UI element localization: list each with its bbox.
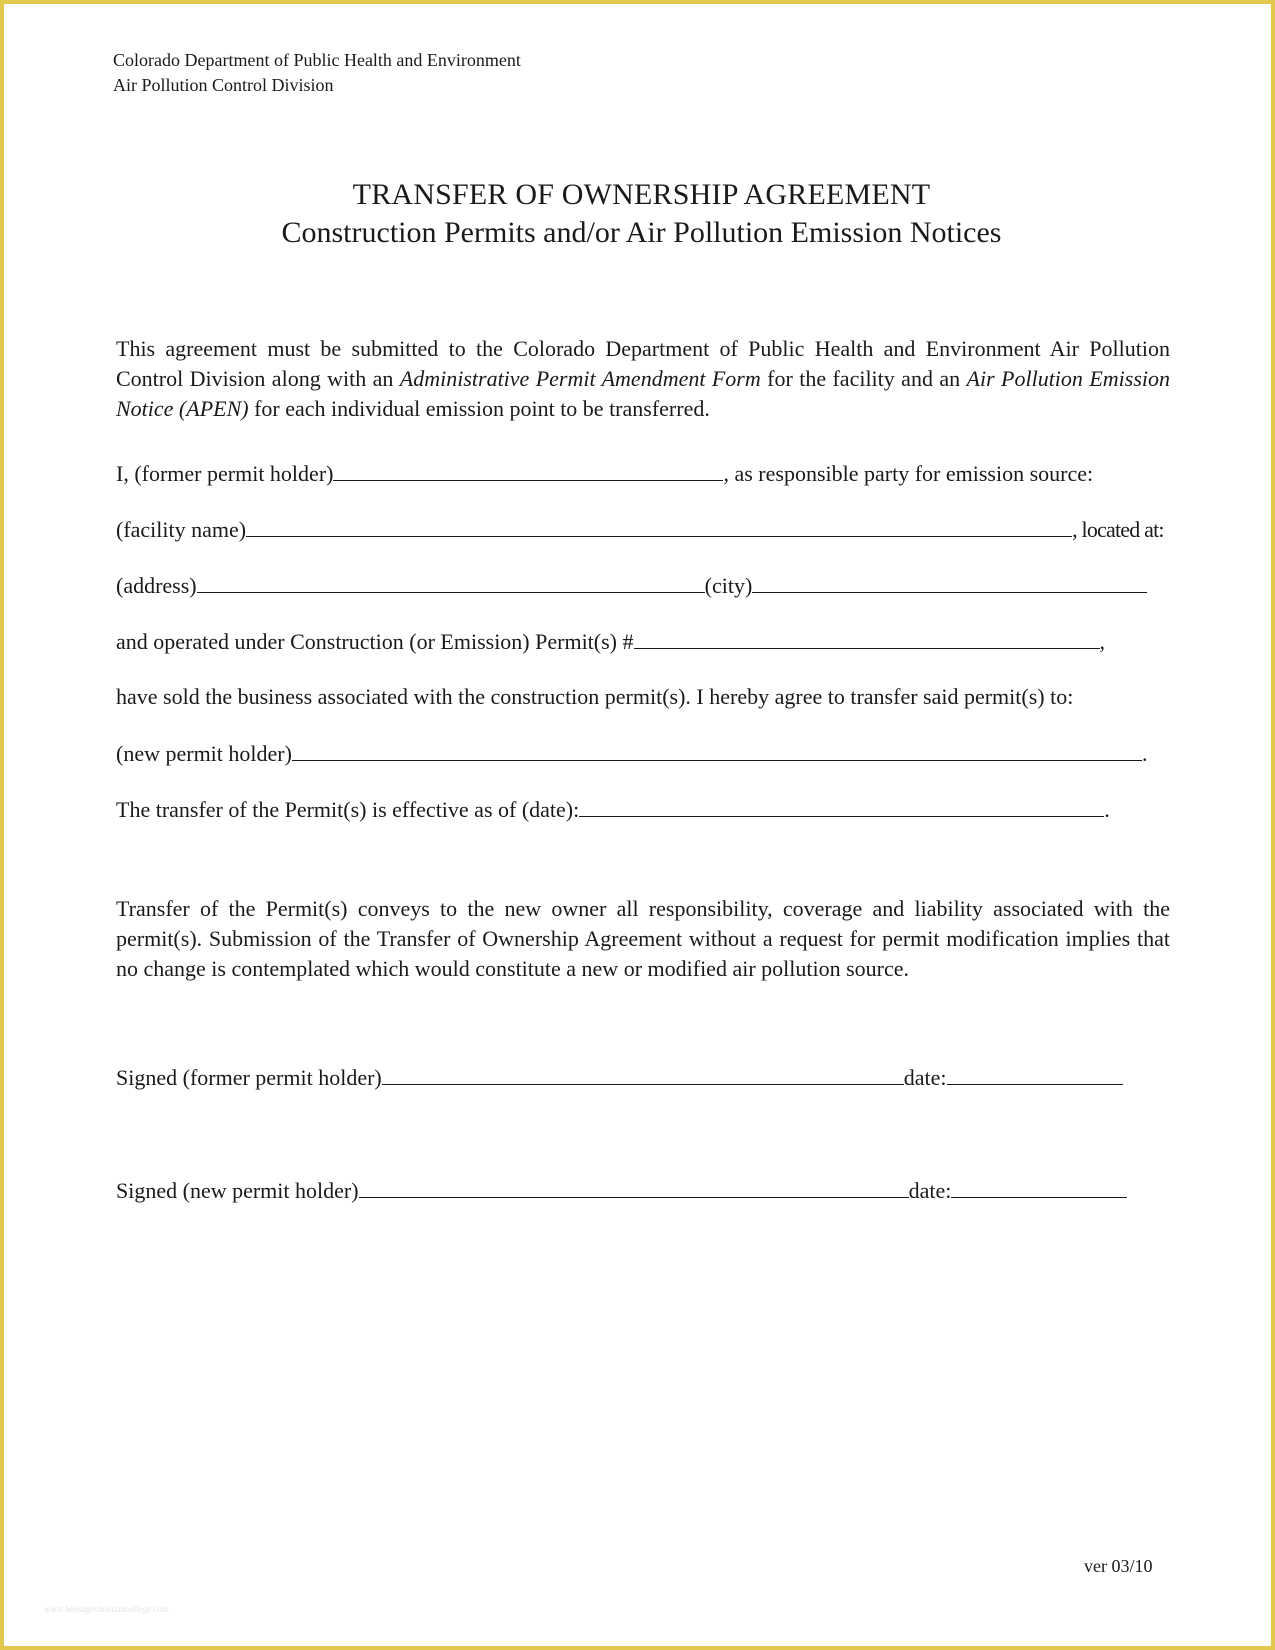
department-name: Colorado Department of Public Health and Environment [113, 50, 521, 70]
new-date-label: date: [908, 1178, 952, 1203]
document-titles [4, 176, 1275, 252]
effective-date-label: The transfer of the Permit(s) is effective as of (date): [116, 797, 580, 822]
effective-date-suffix: . [1104, 797, 1110, 822]
city-field[interactable] [752, 570, 1147, 593]
new-signature-field[interactable] [359, 1175, 909, 1198]
permit-number-field[interactable] [634, 626, 1100, 649]
intro-text-2: for the facility and an [760, 366, 967, 391]
intro-text-1: This agreement must be submitted to the Colorado Department of Public Health and Environment Air Pollution Control Division along with an [116, 336, 1170, 391]
new-date-field[interactable] [951, 1175, 1127, 1198]
new-holder-suffix: . [1141, 741, 1148, 766]
new-holder-field[interactable] [292, 738, 1142, 761]
former-date-field[interactable] [947, 1062, 1123, 1085]
address-label: (address) [116, 573, 197, 598]
former-signature-field[interactable] [382, 1062, 904, 1085]
permit-number-label: and operated under Construction (or Emission) Permit(s) # [116, 629, 634, 654]
new-signature-label: Signed (new permit holder) [116, 1178, 359, 1203]
former-date-label: date: [903, 1065, 947, 1090]
former-holder-label: I, (former permit holder) [116, 461, 334, 486]
page-title: TRANSFER OF OWNERSHIP AGREEMENT [352, 178, 931, 211]
permit-number-line [116, 626, 1174, 657]
intro-paragraph [116, 334, 1170, 424]
agency-header [113, 48, 521, 98]
effective-date-line [116, 794, 1174, 825]
facility-line [116, 514, 1174, 545]
address-line [116, 570, 1174, 601]
page-subtitle: Construction Permits and/or Air Pollution Emission Notices [281, 216, 1002, 249]
new-holder-label: (new permit holder) [116, 741, 292, 766]
former-holder-line [116, 458, 1174, 489]
new-signature-line [116, 1175, 1174, 1206]
conveys-paragraph: Transfer of the Permit(s) conveys to the new owner all responsibility, coverage and liability associated with the permit(s). Submission of the Transfer of Ownership Agreement without a request for permit modification implies that no change is contemplated which would constitute a new or modified air pollution source. [116, 896, 1170, 981]
watermark: www.heritagechristiancollege.com [44, 1604, 169, 1614]
new-holder-line [116, 738, 1174, 769]
division-name: Air Pollution Control Division [113, 75, 334, 95]
former-signature-line [116, 1062, 1174, 1093]
facility-suffix: , located at: [1072, 517, 1164, 542]
former-holder-field[interactable] [333, 458, 723, 481]
address-field[interactable] [197, 570, 705, 593]
former-holder-suffix: , as responsible party for emission source: [723, 461, 1094, 486]
intro-text-3: for each individual emission point to be transferred. [248, 396, 710, 421]
amendment-form-name: Administrative Permit Amendment Form [399, 366, 761, 391]
facility-label: (facility name) [116, 517, 247, 542]
sold-statement: have sold the business associated with the construction permit(s). I hereby agree to transfer said permit(s) to: [116, 684, 1074, 709]
former-signature-label: Signed (former permit holder) [116, 1065, 382, 1090]
apen-name: Air Pollution Emission Notice (APEN) [116, 366, 1170, 421]
permit-number-suffix: , [1099, 629, 1106, 654]
version-label: ver 03/10 [1084, 1556, 1153, 1576]
facility-name-field[interactable] [246, 514, 1072, 537]
city-label: (city) [704, 573, 753, 598]
effective-date-field[interactable] [579, 794, 1104, 817]
